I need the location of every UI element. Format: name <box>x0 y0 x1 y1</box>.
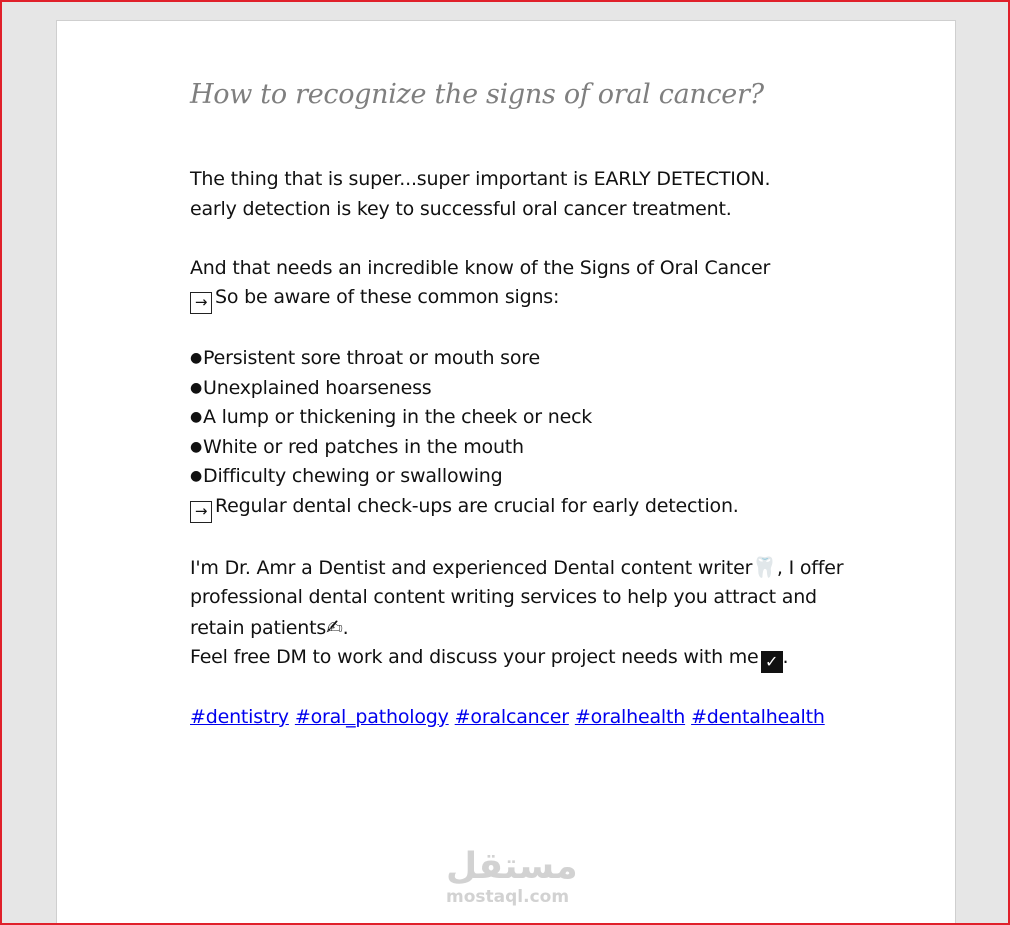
watermark-logo: مستقل <box>446 846 578 887</box>
arrow-icon: → <box>190 292 212 314</box>
list-item <box>190 344 890 374</box>
bullet-icon: ● <box>190 349 203 366</box>
bio-line: professional dental content writing services to help you attract and <box>190 586 817 609</box>
document-title: How to recognize the signs of oral cancer? <box>190 79 764 110</box>
list-item <box>190 462 890 492</box>
bullet-icon: ● <box>190 409 203 426</box>
paragraph-line <box>190 283 890 314</box>
list-item <box>190 403 890 433</box>
list-item-text: Persistent sore throat or mouth sore <box>203 346 540 369</box>
bio-line <box>190 643 890 673</box>
bio-text: Feel free DM to work and discuss your project needs with me <box>190 646 759 669</box>
hashtag-link[interactable]: #oral_pathology <box>294 705 449 728</box>
hashtag-link[interactable]: #oralcancer <box>454 705 569 728</box>
signs-intro: So be aware of these common signs: <box>215 286 560 309</box>
check-mark-icon: ✓ <box>761 651 783 673</box>
hashtag-link[interactable]: #dentalhealth <box>691 705 825 728</box>
blank-line <box>190 224 890 254</box>
list-item <box>190 433 890 463</box>
arrow-icon: → <box>190 501 212 523</box>
list-item-text: Unexplained hoarseness <box>203 376 432 399</box>
blank-line <box>190 523 890 553</box>
closing-tip: Regular dental check-ups are crucial for early detection. <box>215 494 739 517</box>
writing-hand-icon: ✍ <box>326 614 343 639</box>
blank-line <box>190 673 890 703</box>
bullet-icon: ● <box>190 468 203 485</box>
bullet-icon: ● <box>190 379 203 396</box>
bio-line <box>190 613 890 644</box>
bio-text: I'm Dr. Amr a Dentist and experienced Dental content writer <box>190 556 753 579</box>
list-item-text: White or red patches in the mouth <box>203 435 524 458</box>
paragraph-line: The thing that is super...super important is EARLY DETECTION. <box>190 168 771 190</box>
bio-line <box>190 553 890 584</box>
blank-line <box>190 314 890 344</box>
document-page <box>56 20 956 925</box>
bullet-icon: ● <box>190 438 203 455</box>
hashtag-link[interactable]: #oralhealth <box>574 705 686 728</box>
list-item <box>190 374 890 404</box>
bio-text: . <box>342 616 349 639</box>
hashtag-row <box>190 703 890 733</box>
hashtag-link[interactable]: #dentistry <box>190 705 289 728</box>
list-item-text: A lump or thickening in the cheek or neck <box>203 406 593 429</box>
paragraph-line: And that needs an incredible know of the Signs of Oral Cancer <box>190 256 771 279</box>
paragraph-line <box>190 492 890 523</box>
paragraph-line: early detection is key to successful oral cancer treatment. <box>190 197 732 220</box>
list-item-text: Difficulty chewing or swallowing <box>203 465 503 488</box>
bio-text: retain patients <box>190 616 327 639</box>
bio-text: , I offer <box>776 556 844 579</box>
tooth-icon: 🦷 <box>752 554 777 579</box>
bio-text: . <box>782 646 789 669</box>
watermark-text: mostaql.com <box>446 887 570 907</box>
document-body <box>190 75 890 733</box>
watermark <box>446 846 578 907</box>
